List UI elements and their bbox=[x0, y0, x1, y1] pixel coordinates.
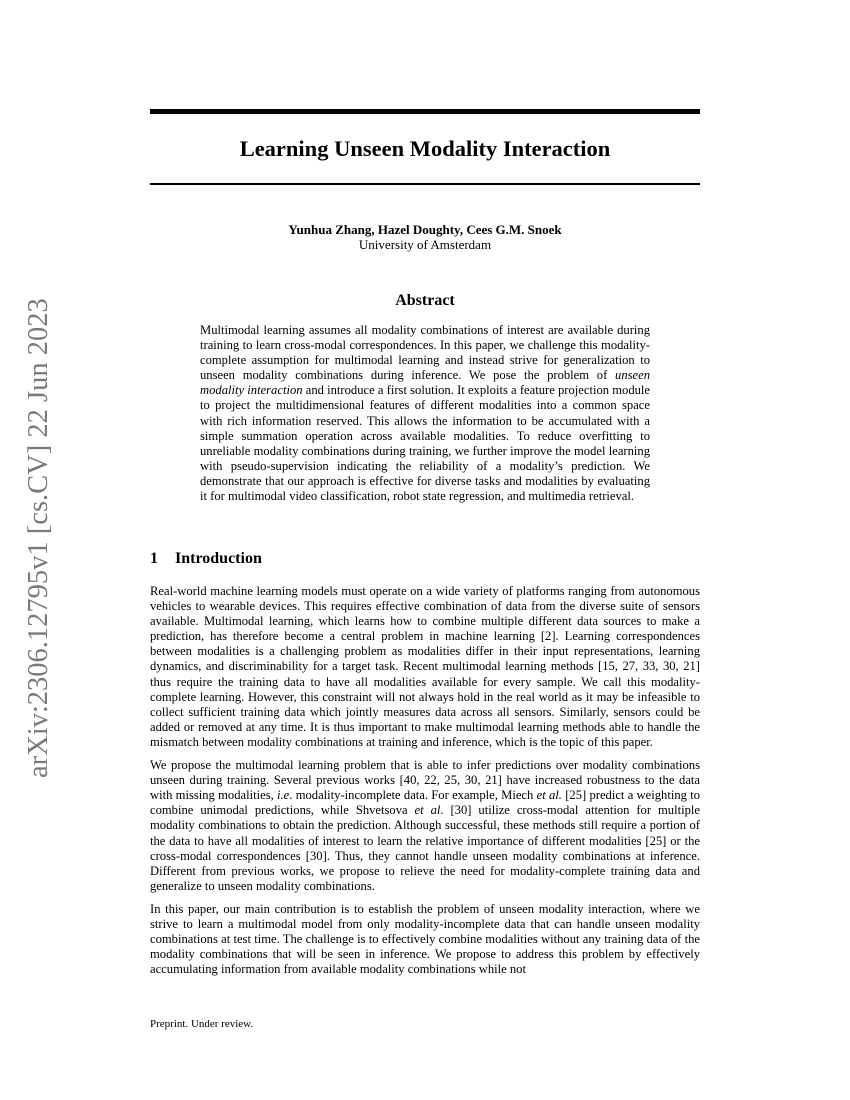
paragraph-text-part: We propose the multimodal learning problem that is able to infer predictions over modality combinations unseen during training. Several previous works [40, 22, 25, 30, 21] have increased robustness to the data with missing modalities, bbox=[150, 758, 700, 803]
section-number: 1 bbox=[150, 550, 158, 567]
intro-paragraph-1: Real-world machine learning models must operate on a wide variety of platforms ranging from autonomous vehicles to wearable devices. This requires effective combination of data from the diverse suite of sensors available. Multimodal learning, which learns how to combine multiple different data sources to make a prediction, has therefore become a central problem in machine learning [2]. Learning correspondences between modalities is a challenging problem as modalities differ in their input representations, learning dynamics, and discriminability for a target task. Recent multimodal learning methods [15, 27, 33, 30, 21] thus require the training data to have all modalities available for every sample. We call this modality-complete learning. However, this constraint will not always hold in the real world as it may be infeasible to collect sufficient training data which jointly measures data across all sensors. Similarly, sensors could be added or removed at any time. It is thus important to make multimodal learning methods able to handle the mismatch between modality combinations at training and inference, which is the topic of this paper. bbox=[150, 584, 700, 749]
preprint-footnote: Preprint. Under review. bbox=[150, 1018, 254, 1030]
intro-paragraph-3: In this paper, our main contribution is to establish the problem of unseen modality interaction, where we strive to learn a multimodal model from only modality-incomplete data that can handle unseen modality combinations at test time. The challenge is to effectively combine modalities without any training data of the modality combinations that will be seen in inference. We propose to address this problem by effectively accumulating information from available modality combinations while not bbox=[150, 901, 700, 977]
abstract-emphasis: unseen modality interaction bbox=[200, 368, 650, 398]
paragraph-text-part: . modality-incomplete data. For example, Miech bbox=[289, 788, 537, 803]
paper-title: Learning Unseen Modality Interaction bbox=[239, 136, 611, 161]
paragraph-emphasis: i.e bbox=[277, 788, 290, 803]
title-bottom-rule bbox=[150, 183, 700, 185]
author-list: Yunhua Zhang, Hazel Doughty, Cees G.M. Snoek bbox=[288, 222, 562, 237]
abstract-body bbox=[200, 323, 650, 504]
arxiv-identifier-stamp: arXiv:2306.12795v1 [cs.CV] 22 Jun 2023 bbox=[23, 298, 54, 778]
paragraph-text-part: [25] predict a weighting to combine unimodal predictions, while Shvetsova bbox=[150, 788, 701, 818]
abstract-paragraph bbox=[200, 323, 650, 504]
abstract-heading: Abstract bbox=[395, 292, 455, 309]
section-heading-introduction bbox=[150, 549, 262, 569]
author-affiliation: University of Amsterdam bbox=[358, 237, 492, 252]
abstract-text-part: Multimodal learning assumes all modality combinations of interest are available during training to learn cross-modal correspondences. In this paper, we challenge this modality-complete assumption for multimodal learning and instead strive for generalization to unseen modality combinations during inference. We pose the problem of bbox=[200, 323, 650, 383]
paragraph-emphasis: et al. bbox=[536, 788, 562, 803]
intro-paragraph-2 bbox=[150, 758, 700, 894]
paragraph-text-part: . [30] utilize cross-modal attention for multiple modality combinations to obtain the prediction. Although successful, these methods still require a portion of the data to have all modalities of interest to learn the relative importance of different modalities [25] or the cross-modal correspondences [30]. Thus, they cannot handle unseen modality combinations at inference. Different from previous works, we propose to relieve the need for modality-complete training data and generalize to unseen modality combinations. bbox=[150, 803, 700, 893]
introduction-body bbox=[150, 584, 700, 985]
abstract-text-part: and introduce a first solution. It exploits a feature projection module to project the multidimensional features of different modalities into a common space with rich information reserved. This allows the information to be accumulated with a simple summation operation across available modalities. To reduce overfitting to unreliable modality combinations during training, we further improve the model learning with pseudo-supervision indicating the reliability of a modality’s prediction. We demonstrate that our approach is effective for diverse tasks and modalities by evaluating it for multimodal video classification, robot state regression, and multimedia retrieval. bbox=[200, 383, 651, 504]
section-title: Introduction bbox=[175, 550, 262, 567]
paragraph-emphasis: et al bbox=[414, 803, 441, 818]
title-top-rule bbox=[150, 109, 700, 114]
